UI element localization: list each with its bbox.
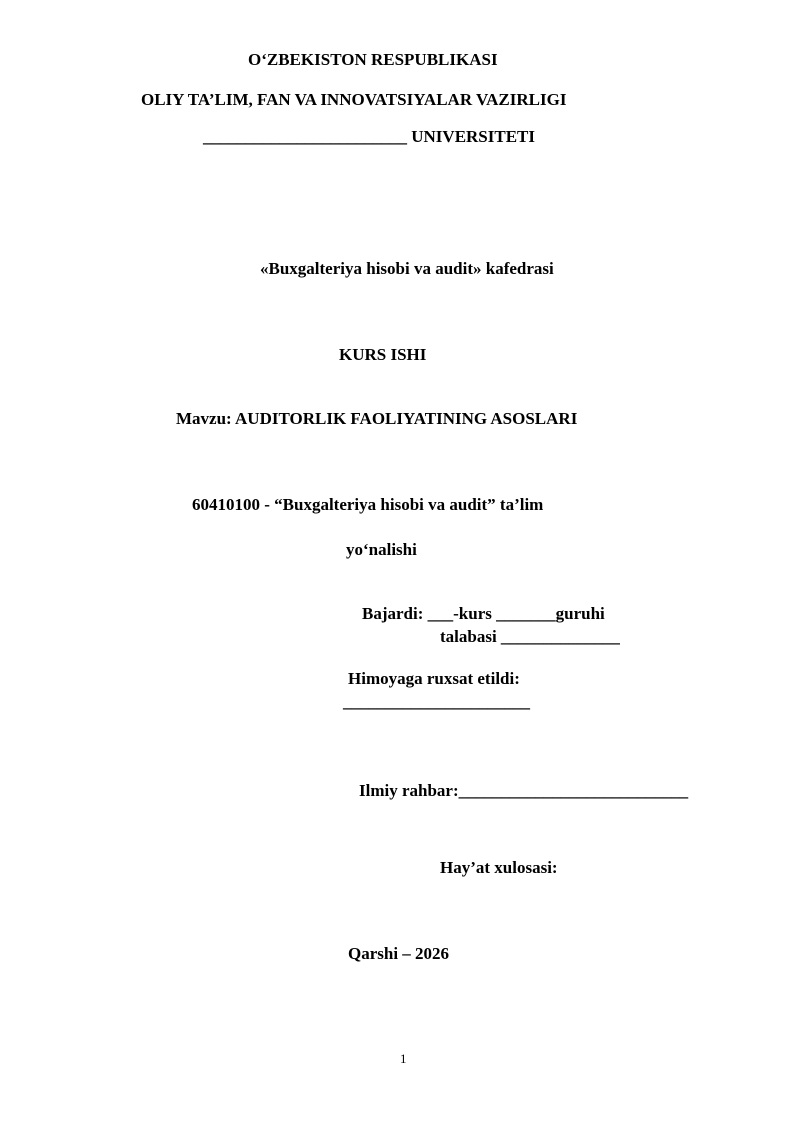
topic-title: Mavzu: AUDITORLIK FAOLIYATINING ASOSLARI	[176, 409, 578, 428]
specialty-line-1: 60410100 - “Buxgalteriya hisobi va audit” ta’lim	[192, 495, 544, 514]
republic-heading: O‘ZBEKISTON RESPUBLIKASI	[248, 50, 498, 69]
specialty-line-2: yo‘nalishi	[346, 540, 417, 559]
department-name: «Buxgalteriya hisobi va audit» kafedrasi	[260, 259, 554, 278]
supervisor-line: Ilmiy rahbar:___________________________	[359, 781, 689, 800]
performer-line-1: Bajardi: ___-kurs _______guruhi	[362, 604, 605, 623]
page-number: 1	[400, 1051, 407, 1066]
ministry-heading: OLIY TA’LIM, FAN VA INNOVATSIYALAR VAZIRLIGI	[141, 90, 567, 109]
performer-line-2: talabasi ______________	[440, 627, 620, 646]
defense-permission-label: Himoyaga ruxsat etildi:	[348, 669, 520, 688]
commission-conclusion-label: Hay’at xulosasi:	[440, 858, 558, 877]
work-type-title: KURS ISHI	[339, 345, 427, 364]
city-year: Qarshi – 2026	[348, 944, 450, 963]
university-line: ________________________ UNIVERSITETI	[203, 127, 536, 146]
defense-signature-blank: ______________________	[343, 692, 530, 711]
